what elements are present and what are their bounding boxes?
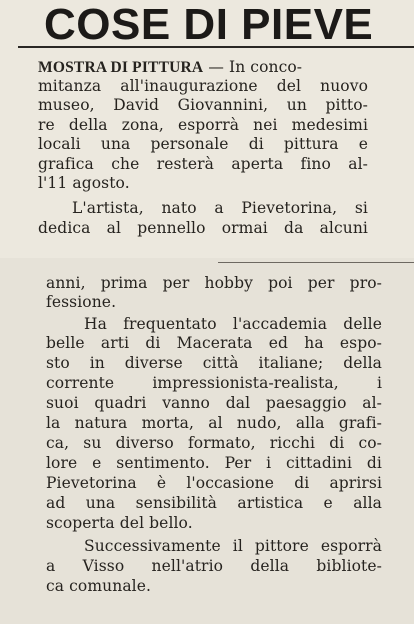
- article-line: fessione.: [46, 293, 117, 311]
- article-line: mitanza all'inaugurazione del nuovo: [38, 77, 368, 95]
- article-line: sto in diverse città italiane; della: [46, 354, 382, 372]
- article-line: Pievetorina è l'occasione di aprirsi: [46, 474, 382, 492]
- article-line: museo, David Giovannini, un pitto-: [38, 96, 368, 114]
- article-line: belle arti di Macerata ed ha espo-: [46, 334, 382, 352]
- article-line: Ha frequentato l'accademia delle: [84, 315, 382, 333]
- article-line: ca comunale.: [46, 577, 152, 595]
- article-line: re della zona, esporrà nei medesimi: [38, 116, 368, 134]
- headline: COSE DI PIEVE: [44, 0, 374, 49]
- article-line: ca, su diverso formato, ricchi di co-: [46, 434, 382, 452]
- article-line: scoperta del bello.: [46, 514, 193, 532]
- article-line: a Visso nell'atrio della bibliote-: [46, 557, 382, 575]
- section-heading: MOSTRA DI PITTURA: [38, 59, 204, 76]
- article-line: ad una sensibilità artistica e alla: [46, 494, 382, 512]
- article-line: [38, 58, 302, 77]
- article-line: la natura morta, al nudo, alla grafi-: [46, 414, 382, 432]
- article-line: locali una personale di pittura e: [38, 135, 368, 153]
- clipping-divider: [218, 262, 414, 263]
- article-line: suoi quadri vanno dal paesaggio al-: [46, 394, 382, 412]
- line-text: — In conco-: [203, 58, 303, 76]
- article-line: dedica al pennello ormai da alcuni: [38, 219, 368, 237]
- article-line: corrente impressionista-realista, i: [46, 374, 382, 392]
- article-line: l'11 agosto.: [38, 174, 130, 192]
- article-line: L'artista, nato a Pievetorina, si: [72, 199, 368, 217]
- article-line: anni, prima per hobby poi per pro-: [46, 274, 382, 292]
- article-line: lore e sentimento. Per i cittadini di: [46, 454, 382, 472]
- article-line: Successivamente il pittore esporrà: [84, 537, 382, 555]
- article-line: grafica che resterà aperta fino al-: [38, 155, 368, 173]
- headline-rule: [18, 46, 414, 48]
